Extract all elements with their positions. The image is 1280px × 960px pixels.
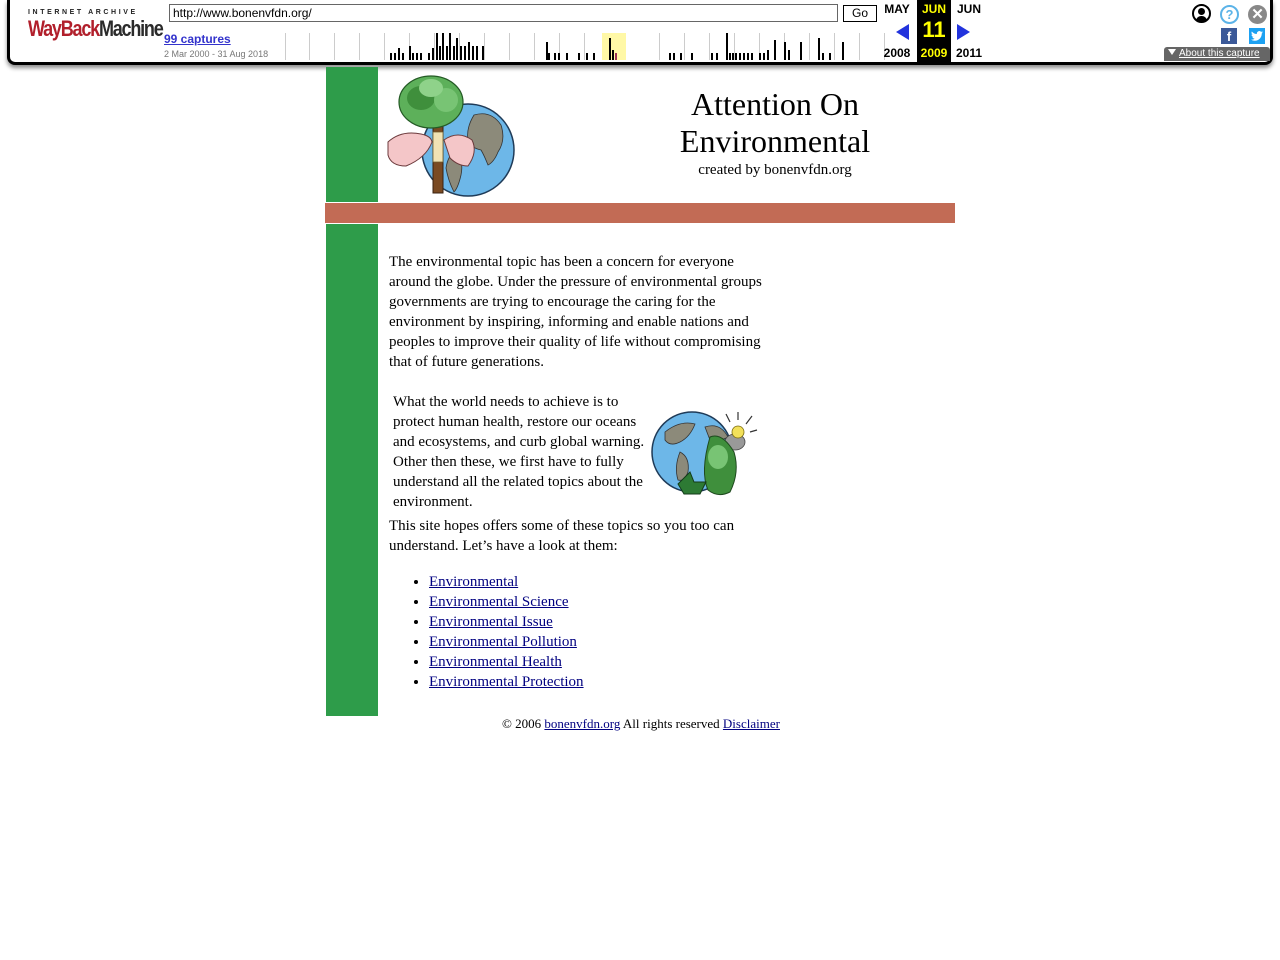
capture-bar [442, 33, 444, 60]
go-button[interactable]: Go [843, 5, 877, 22]
topic-link-environmental-health[interactable]: Environmental Health [429, 654, 562, 670]
year-divider [384, 33, 385, 60]
topic-link-environmental-pollution[interactable]: Environmental Pollution [429, 634, 577, 650]
goals-paragraph: What the world needs to achieve is to protect human health, restore our oceans and ecosystems, and curb global warning. Other then these, we first have to fully understand all the related topics about the environment. [393, 394, 645, 510]
list-item [429, 592, 584, 612]
site-subtitle: created by bonenvfdn.org [698, 162, 852, 178]
capture-bar [402, 53, 404, 60]
list-item [429, 652, 584, 672]
capture-bar [767, 50, 769, 60]
footer [326, 716, 956, 732]
rights-text: All rights reserved [622, 716, 720, 731]
topic-link-environmental[interactable]: Environmental [429, 574, 519, 590]
capture-bar [593, 53, 595, 60]
logo-internet-archive-text: INTERNET ARCHIVE [28, 9, 138, 16]
capture-bar [554, 53, 556, 60]
prev-capture-year[interactable]: 2008 [883, 46, 911, 60]
capture-bar [420, 53, 422, 60]
copyright-text: © 2006 [502, 716, 542, 731]
year-divider [334, 33, 335, 60]
current-capture-date [917, 0, 951, 62]
footer-site-link[interactable]: bonenvfdn.org [544, 716, 621, 731]
capture-bar [784, 42, 786, 60]
capture-bar [759, 53, 761, 60]
list-item [429, 632, 584, 652]
capture-bar [453, 46, 455, 60]
current-year: 2009 [920, 46, 948, 60]
capture-bar [446, 46, 448, 60]
topics-intro-paragraph: This site hopes offers some of these topics so you too can understand. Let’s have a look at them: [389, 518, 735, 554]
capture-bar [763, 53, 765, 60]
topics-list [389, 572, 584, 692]
year-divider [534, 33, 535, 60]
capture-bar [743, 53, 745, 60]
year-divider [659, 33, 660, 60]
prev-capture-month[interactable]: MAY [884, 2, 910, 16]
capture-bar [416, 53, 418, 60]
capture-date-range: 2 Mar 2000 - 31 Aug 2018 [164, 49, 269, 59]
capture-bar [673, 53, 675, 60]
year-divider [709, 33, 710, 60]
capture-bar [732, 53, 734, 60]
current-month: JUN [921, 2, 946, 16]
capture-bar-current [615, 53, 617, 60]
capture-bar [578, 53, 580, 60]
capture-bar [566, 53, 568, 60]
capture-bar [716, 53, 718, 60]
earth-tree-hands-logo-image [386, 70, 516, 198]
about-this-capture-button[interactable]: About this capture [1164, 47, 1270, 61]
capture-bar [472, 46, 474, 60]
year-divider [859, 33, 860, 60]
site-title: Attention On Environmental [679, 86, 871, 159]
capture-bar [726, 33, 728, 60]
current-year-highlight [602, 33, 626, 60]
disclaimer-link[interactable]: Disclaimer [722, 716, 780, 731]
capture-bar [711, 53, 713, 60]
green-sidebar-top [326, 67, 378, 202]
capture-bar [482, 46, 484, 60]
capture-bar [456, 38, 458, 60]
capture-bar [729, 53, 731, 60]
captures-sparkline[interactable] [276, 33, 889, 60]
triangle-down-icon [1168, 49, 1176, 55]
capture-bar [548, 53, 550, 60]
prev-capture-arrow-icon[interactable] [896, 24, 909, 40]
capture-bar [558, 53, 560, 60]
intro-paragraph: The environmental topic has been a concern for everyone around the globe. Under the pressure of environmental groups governments are trying to encourage the caring for the environment by inspiring, informing and enable nations and peoples to improve their quality of life without compromising that of future generations. [389, 254, 762, 370]
list-item [429, 572, 584, 592]
capture-bar [390, 53, 392, 60]
capture-bar [464, 46, 466, 60]
twitter-share-icon[interactable] [1249, 28, 1265, 44]
capture-bar [669, 53, 671, 60]
capture-bar [436, 33, 438, 60]
year-divider [584, 33, 585, 60]
year-divider [509, 33, 510, 60]
year-divider [484, 33, 485, 60]
current-day: 11 [922, 17, 946, 42]
capture-bar [449, 33, 451, 60]
captures-link[interactable]: 99 captures [164, 32, 231, 46]
capture-bar [586, 53, 588, 60]
facebook-share-icon[interactable]: f [1221, 28, 1237, 44]
topic-link-environmental-issue[interactable]: Environmental Issue [429, 614, 553, 630]
year-divider [809, 33, 810, 60]
capture-bar [612, 50, 614, 60]
capture-bar [691, 53, 693, 60]
capture-bar [751, 53, 753, 60]
capture-bar [468, 42, 470, 60]
wayback-logo[interactable] [28, 9, 163, 49]
header-divider-bar [325, 203, 955, 223]
user-account-icon[interactable] [1192, 4, 1211, 23]
capture-bar [739, 53, 741, 60]
topic-link-environmental-science[interactable]: Environmental Science [429, 594, 569, 610]
capture-bar [774, 40, 776, 60]
year-divider [834, 33, 835, 60]
next-capture-arrow-icon[interactable] [957, 24, 970, 40]
capture-bar [476, 46, 478, 60]
capture-bar [822, 53, 824, 60]
capture-bar [747, 53, 749, 60]
topic-link-environmental-protection[interactable]: Environmental Protection [429, 674, 584, 690]
wayback-toolbar [7, 0, 1273, 65]
year-divider [309, 33, 310, 60]
capture-bar [735, 53, 737, 60]
capture-bar [818, 38, 820, 60]
year-divider [684, 33, 685, 60]
capture-bar [800, 42, 802, 60]
capture-bar [680, 53, 682, 60]
next-capture-year[interactable]: 2011 [955, 46, 983, 60]
capture-bar [842, 42, 844, 60]
help-icon[interactable]: ? [1220, 5, 1239, 24]
capture-bar [428, 53, 430, 60]
capture-bar [609, 38, 611, 60]
logo-wayback-machine-text: WayBackMachine [28, 16, 163, 41]
list-item [429, 612, 584, 632]
capture-bar [788, 50, 790, 60]
capture-bar [829, 53, 831, 60]
year-divider [434, 33, 435, 60]
earth-recycle-trees-image [650, 402, 758, 500]
year-divider [285, 33, 286, 60]
green-sidebar-main [326, 224, 378, 716]
next-capture-month[interactable]: JUN [956, 2, 981, 16]
capture-bar [432, 48, 434, 60]
year-divider [359, 33, 360, 60]
capture-bar [398, 48, 400, 60]
close-icon[interactable]: ✕ [1248, 5, 1267, 24]
capture-bar [394, 53, 396, 60]
url-input[interactable]: http://www.bonenvfdn.org/ [169, 4, 838, 22]
capture-bar [439, 46, 441, 60]
capture-bar [460, 46, 462, 60]
list-item [429, 672, 584, 692]
capture-bar [409, 46, 411, 60]
capture-bar [412, 53, 414, 60]
